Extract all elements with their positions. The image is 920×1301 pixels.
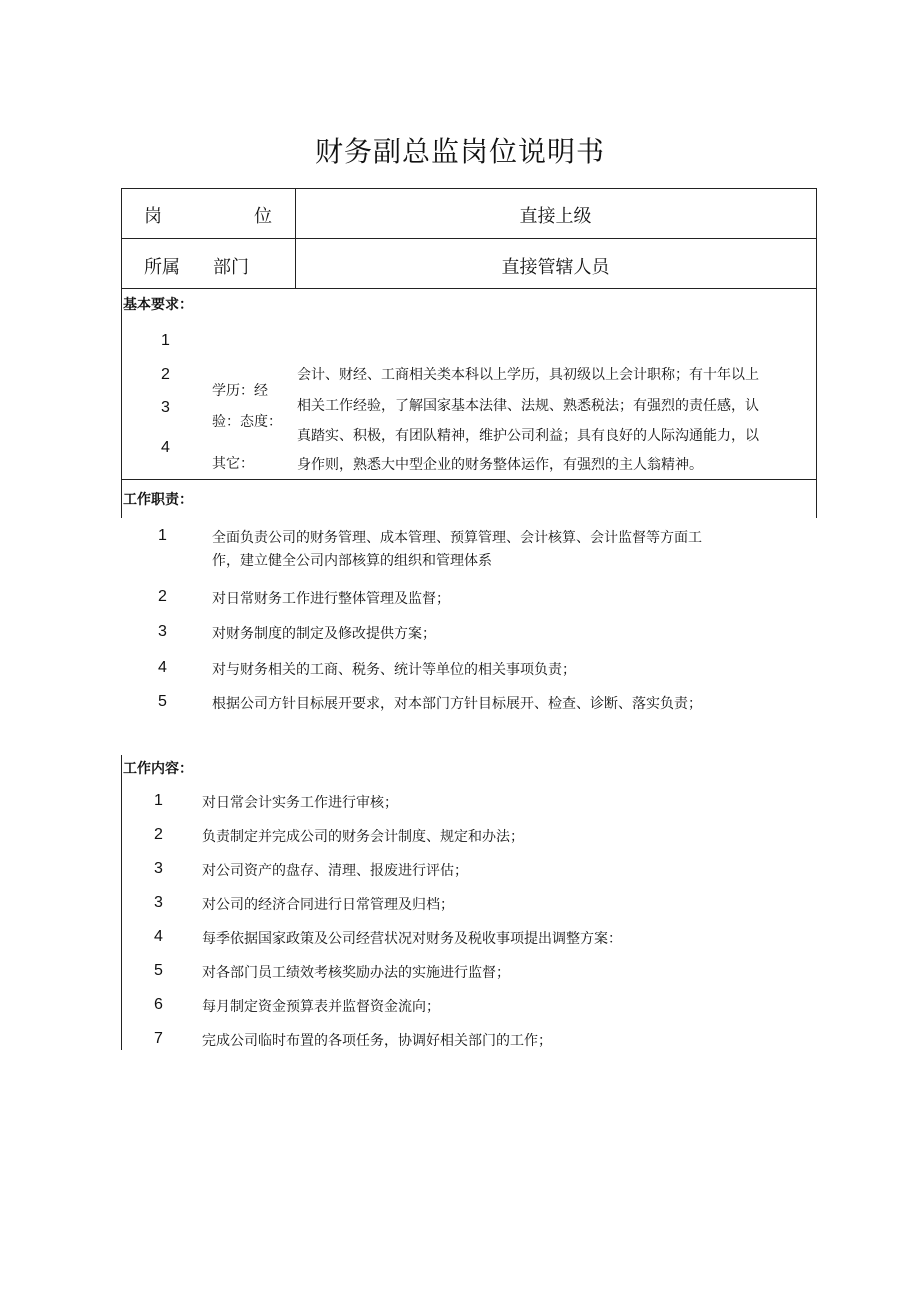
table-border-left [121, 188, 122, 518]
direct-subordinates-label: 直接管辖人员 [501, 257, 610, 278]
content-number: 3 [154, 860, 163, 877]
direct-superior-label: 直接上级 [519, 206, 592, 227]
content-number: 4 [154, 928, 163, 945]
duty-number: 1 [158, 527, 167, 544]
basic-label: 其它： [212, 456, 254, 472]
content-text: 对公司资产的盘存、清理、报废进行评估； [202, 863, 468, 879]
content-number: 5 [154, 962, 163, 979]
section-divider [121, 479, 817, 480]
content-text: 对公司的经济合同进行日常管理及归档； [202, 897, 454, 913]
duty-number: 3 [158, 623, 167, 640]
table-row-divider [121, 288, 817, 289]
duty-text: 对日常财务工作进行整体管理及监督； [212, 591, 450, 607]
content-number: 1 [154, 792, 163, 809]
basic-text-line: 会计、财经、工商相关类本科以上学历，具初级以上会计职称；有十年以上 [297, 367, 759, 383]
basic-requirements-heading: 基本要求： [123, 297, 193, 313]
content-text: 负责制定并完成公司的财务会计制度、规定和办法； [202, 829, 524, 845]
position-label-b: 位 [254, 206, 272, 227]
basic-number: 2 [161, 366, 170, 383]
duty-text: 对财务制度的制定及修改提供方案； [212, 626, 436, 642]
content-left-border [121, 755, 122, 1050]
basic-text-line: 相关工作经验，了解国家基本法律、法规、熟悉税法；有强烈的责任感，认 [297, 398, 759, 414]
basic-label: 学历：经 [212, 383, 268, 399]
content-number: 7 [154, 1030, 163, 1047]
page-title: 财务副总监岗位说明书 [314, 135, 605, 168]
basic-label: 验：态度： [212, 414, 282, 430]
table-row-divider [121, 238, 817, 239]
content-text: 对日常会计实务工作进行审核； [202, 795, 398, 811]
basic-number: 3 [161, 399, 170, 416]
department-label-b: 部门 [213, 257, 249, 278]
duty-text: 作，建立健全公司内部核算的组织和管理体系 [212, 553, 492, 569]
basic-text-line: 真踏实、积极，有团队精神，维护公司利益；具有良好的人际沟通能力，以 [297, 428, 759, 444]
basic-number: 4 [161, 439, 170, 456]
content-number: 6 [154, 996, 163, 1013]
duty-number: 5 [158, 693, 167, 710]
content-text: 对各部门员工绩效考核奖励办法的实施进行监督； [202, 965, 510, 981]
duty-text: 全面负责公司的财务管理、成本管理、预算管理、会计核算、会计监督等方面工 [212, 530, 702, 546]
work-content-heading: 工作内容： [123, 761, 193, 777]
content-number: 2 [154, 826, 163, 843]
basic-number: 1 [161, 332, 170, 349]
content-text: 每季依据国家政策及公司经营状况对财务及税收事项提出调整方案： [202, 931, 622, 947]
content-text: 完成公司临时布置的各项任务，协调好相关部门的工作； [202, 1033, 552, 1049]
department-label-a: 所属 [144, 257, 180, 278]
table-border-top [121, 188, 817, 189]
duties-heading: 工作职责： [123, 492, 193, 508]
content-number: 3 [154, 894, 163, 911]
table-border-right [816, 188, 817, 518]
duty-number: 4 [158, 659, 167, 676]
basic-text-line: 身作则，熟悉大中型企业的财务整体运作，有强烈的主人翁精神。 [297, 457, 703, 473]
duty-number: 2 [158, 588, 167, 605]
duty-text: 对与财务相关的工商、税务、统计等单位的相关事项负责； [212, 662, 576, 678]
position-label-a: 岗 [144, 206, 162, 227]
duty-text: 根据公司方针目标展开要求，对本部门方针目标展开、检查、诊断、落实负责； [212, 696, 702, 712]
content-text: 每月制定资金预算表并监督资金流向； [202, 999, 440, 1015]
